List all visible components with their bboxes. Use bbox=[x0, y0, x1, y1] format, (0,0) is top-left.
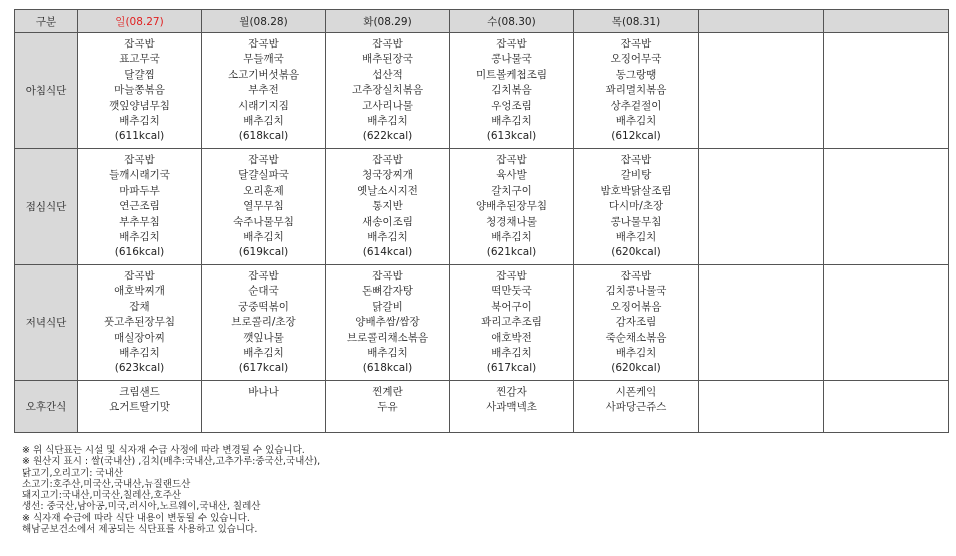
menu-item: 애호박전 bbox=[491, 331, 532, 344]
menu-item-list bbox=[824, 265, 948, 269]
menu-item: 순대국 bbox=[248, 285, 279, 298]
menu-item: 사과맥넥초 bbox=[486, 401, 537, 414]
menu-item: (622kcal) bbox=[362, 130, 413, 143]
row-label-lunch: 점심식단 bbox=[15, 149, 78, 265]
menu-cell bbox=[824, 33, 949, 149]
menu-cell bbox=[824, 265, 949, 381]
meal-row-breakfast bbox=[15, 33, 949, 149]
menu-item: 닭갈비 bbox=[372, 300, 403, 313]
menu-item: (617kcal) bbox=[238, 362, 289, 375]
menu-item: 소고기버섯볶음 bbox=[227, 68, 299, 81]
menu-item: 무들깨국 bbox=[243, 53, 284, 66]
menu-cell bbox=[450, 33, 574, 149]
menu-item: 잡곡밥 bbox=[124, 38, 155, 50]
menu-item: 배추김치 bbox=[243, 115, 284, 128]
menu-item: 배추김치 bbox=[367, 231, 408, 244]
menu-item-list bbox=[450, 149, 573, 261]
menu-item: 잡곡밥 bbox=[620, 154, 652, 166]
menu-item: 풋고추된장무침 bbox=[103, 316, 175, 329]
menu-item: (612kcal) bbox=[611, 130, 661, 143]
menu-item: 김치콩나물국 bbox=[605, 285, 667, 298]
meal-row-lunch bbox=[15, 149, 949, 265]
menu-item-list bbox=[78, 381, 201, 416]
menu-item: 잡곡밥 bbox=[372, 270, 403, 282]
row-label-breakfast: 아침식단 bbox=[15, 33, 78, 149]
menu-cell bbox=[450, 265, 574, 381]
menu-item: (611kcal) bbox=[114, 130, 165, 143]
menu-cell bbox=[574, 149, 699, 265]
menu-cell bbox=[699, 33, 824, 149]
menu-cell bbox=[326, 149, 450, 265]
menu-item-list bbox=[574, 265, 698, 377]
header-day-wed: 수(08.30) bbox=[450, 10, 574, 33]
menu-item-list bbox=[699, 381, 823, 385]
menu-item: 배추김치 bbox=[491, 115, 532, 128]
menu-item: 배추김치 bbox=[119, 231, 160, 244]
menu-item: 배추김치 bbox=[243, 231, 284, 244]
menu-item: 미트볼케첩조림 bbox=[475, 68, 547, 81]
header-day-tue: 화(08.29) bbox=[326, 10, 450, 33]
menu-item: 잡곡밥 bbox=[372, 38, 403, 50]
note-line: 돼지고기:국내산,미국산,칠레산,호주산 bbox=[22, 490, 182, 502]
menu-item: 청국장찌개 bbox=[362, 169, 413, 182]
header-day-mon: 월(08.28) bbox=[202, 10, 326, 33]
menu-item: 찐계란 bbox=[372, 386, 403, 398]
menu-item: 갈비탕 bbox=[620, 169, 652, 182]
menu-item: 양배추쌈/쌈장 bbox=[355, 316, 420, 329]
notes-section bbox=[22, 445, 320, 535]
menu-item-list bbox=[202, 33, 325, 145]
menu-item: 북어구이 bbox=[491, 300, 532, 313]
menu-item: 달걀실파국 bbox=[238, 169, 289, 182]
menu-item: 새송이조림 bbox=[362, 215, 413, 228]
menu-item: 양배추된장무침 bbox=[475, 200, 547, 213]
row-label-snack: 오후간식 bbox=[15, 381, 78, 433]
menu-item-list bbox=[78, 265, 201, 377]
menu-item: 옛날소시지전 bbox=[357, 184, 418, 197]
header-day-thu: 목(08.31) bbox=[574, 10, 699, 33]
menu-item: (617kcal) bbox=[486, 362, 537, 375]
menu-item: (620kcal) bbox=[611, 246, 661, 259]
menu-item: 꽈리고추조림 bbox=[481, 316, 542, 329]
menu-item: (620kcal) bbox=[611, 362, 661, 375]
menu-item: 잡곡밥 bbox=[620, 270, 652, 282]
menu-item-list bbox=[202, 381, 325, 400]
menu-item: 마파두부 bbox=[119, 184, 160, 197]
header-row bbox=[15, 10, 949, 33]
menu-item: 잡곡밥 bbox=[124, 154, 155, 166]
menu-item: 배추김치 bbox=[367, 115, 408, 128]
menu-item: 배추김치 bbox=[119, 347, 160, 360]
menu-item: 고사리나물 bbox=[362, 99, 413, 112]
menu-cell bbox=[202, 265, 326, 381]
meal-row-dinner bbox=[15, 265, 949, 381]
menu-item-list bbox=[202, 149, 325, 261]
menu-item-list bbox=[326, 265, 449, 377]
menu-item: 부추전 bbox=[248, 84, 279, 97]
menu-item: 열무무침 bbox=[243, 200, 284, 213]
menu-item: 배추김치 bbox=[615, 115, 657, 128]
menu-item: 죽순채소볶음 bbox=[605, 331, 667, 344]
menu-item: 배추김치 bbox=[615, 231, 657, 244]
menu-item: 배추김치 bbox=[491, 231, 532, 244]
meal-row-snack bbox=[15, 381, 949, 433]
menu-item-list bbox=[326, 381, 449, 416]
menu-cell bbox=[326, 33, 450, 149]
menu-item: 잡곡밥 bbox=[620, 38, 652, 50]
menu-item: 밤호박닭살조림 bbox=[600, 184, 672, 197]
menu-item: 김치볶음 bbox=[491, 84, 532, 97]
menu-item: 마늘쫑볶음 bbox=[114, 84, 165, 97]
note-line: 생선: 중국산,남아공,미국,러시아,노르웨이,국내산, 칠레산 bbox=[22, 501, 261, 513]
menu-item-list bbox=[699, 33, 823, 37]
menu-item-list bbox=[574, 381, 698, 416]
menu-item: 동그랑땡 bbox=[615, 68, 657, 81]
weekly-menu-table bbox=[14, 9, 949, 433]
menu-item: 궁중떡볶이 bbox=[238, 300, 289, 313]
menu-cell bbox=[450, 381, 574, 433]
menu-item: 배추김치 bbox=[119, 115, 160, 128]
menu-cell bbox=[450, 149, 574, 265]
menu-cell bbox=[699, 381, 824, 433]
menu-item-list bbox=[202, 265, 325, 377]
menu-item: 표고무국 bbox=[119, 53, 160, 66]
menu-item: 크림샌드 bbox=[119, 386, 160, 398]
menu-item: (619kcal) bbox=[238, 246, 289, 259]
menu-item-list bbox=[574, 33, 698, 145]
header-day-sun: 일(08.27) bbox=[78, 10, 202, 33]
menu-item-list bbox=[78, 33, 201, 145]
menu-item-list bbox=[824, 33, 948, 37]
menu-item: 잡곡밥 bbox=[248, 154, 279, 166]
menu-item: 찐감자 bbox=[496, 386, 527, 398]
menu-item-list bbox=[450, 381, 573, 416]
menu-item: 잡곡밥 bbox=[248, 38, 279, 50]
note-line: 닭고기,오리고기: 국내산 bbox=[22, 467, 124, 479]
row-label-dinner: 저녁식단 bbox=[15, 265, 78, 381]
menu-item: 달걀찜 bbox=[124, 68, 155, 81]
menu-item: 콩나물국 bbox=[491, 53, 532, 66]
header-day-empty-1 bbox=[699, 10, 824, 33]
menu-item: 고추장실치볶음 bbox=[351, 84, 423, 97]
note-line: ※ 위 식단표는 시설 및 식자재 수급 사정에 따라 변경될 수 있습니다. bbox=[22, 445, 305, 456]
menu-item-list bbox=[78, 149, 201, 261]
menu-cell bbox=[699, 149, 824, 265]
menu-item: (621kcal) bbox=[486, 246, 537, 259]
menu-item: 배추김치 bbox=[367, 347, 408, 360]
menu-item: 잡곡밥 bbox=[124, 270, 155, 282]
menu-item: 숙주나물무침 bbox=[233, 215, 294, 228]
menu-cell bbox=[574, 265, 699, 381]
menu-cell bbox=[824, 149, 949, 265]
menu-cell bbox=[78, 33, 202, 149]
note-line: ※ 원산지 표시 : 쌀(국내산) ,김치(배추:국내산,고추가루:중국산,국내산), bbox=[22, 456, 321, 468]
menu-item-list bbox=[699, 149, 823, 153]
menu-item: 배추된장국 bbox=[362, 53, 413, 66]
header-day-empty-2 bbox=[824, 10, 949, 33]
menu-item: 배추김치 bbox=[491, 347, 532, 360]
menu-item: 오징어무국 bbox=[610, 53, 662, 66]
menu-item-list bbox=[326, 33, 449, 145]
menu-item: 잡곡밥 bbox=[496, 38, 527, 50]
menu-item-list bbox=[699, 265, 823, 269]
menu-item-list bbox=[574, 149, 698, 261]
menu-cell bbox=[202, 381, 326, 433]
note-line: 해남군보건소에서 제공되는 식단표를 사용하고 있습니다. bbox=[22, 524, 258, 536]
menu-item: 애호박찌개 bbox=[114, 285, 165, 298]
menu-item: 콩나물무침 bbox=[610, 215, 662, 228]
menu-cell bbox=[78, 149, 202, 265]
menu-item: 우엉조림 bbox=[491, 99, 532, 112]
menu-cell bbox=[574, 381, 699, 433]
menu-item: 사파당근쥬스 bbox=[605, 401, 667, 414]
menu-cell bbox=[78, 381, 202, 433]
menu-item-list bbox=[450, 33, 573, 145]
menu-item: (613kcal) bbox=[486, 130, 537, 143]
menu-item-list bbox=[824, 381, 948, 385]
menu-item: 브로콜리채소볶음 bbox=[346, 331, 429, 344]
menu-cell bbox=[326, 381, 450, 433]
menu-item: 연근조림 bbox=[119, 200, 160, 213]
menu-item: 깻잎나물 bbox=[243, 331, 284, 344]
menu-item: 요거트딸기맛 bbox=[109, 401, 170, 414]
menu-item-list bbox=[326, 149, 449, 261]
menu-cell bbox=[202, 149, 326, 265]
menu-item: 오징어볶음 bbox=[610, 300, 662, 313]
menu-cell bbox=[574, 33, 699, 149]
menu-item: 배추김치 bbox=[243, 347, 284, 360]
menu-item: 깻잎양념무침 bbox=[109, 99, 170, 112]
menu-item: 시래기지짐 bbox=[238, 99, 289, 112]
note-line: ※ 식자재 수급에 따라 식단 내용이 변동될 수 있습니다. bbox=[22, 512, 250, 524]
header-label: 구분 bbox=[15, 10, 78, 33]
menu-cell bbox=[824, 381, 949, 433]
menu-item: 들깨시래기국 bbox=[109, 169, 170, 182]
menu-item: 부추무침 bbox=[119, 215, 160, 228]
menu-item: 잡곡밥 bbox=[496, 270, 527, 282]
menu-item: 잡채 bbox=[129, 300, 150, 313]
menu-cell bbox=[326, 265, 450, 381]
menu-item: (614kcal) bbox=[362, 246, 413, 259]
menu-item: 오리훈제 bbox=[243, 184, 284, 197]
menu-item: (618kcal) bbox=[238, 130, 289, 143]
menu-item: 꽈리멸치볶음 bbox=[605, 84, 667, 97]
menu-item: 두유 bbox=[377, 401, 398, 414]
menu-item: 육사발 bbox=[496, 169, 527, 182]
menu-item: 감자조림 bbox=[615, 316, 657, 329]
menu-item: 다시마/초장 bbox=[608, 200, 664, 213]
menu-item: 통지반 bbox=[372, 200, 403, 213]
menu-item: (618kcal) bbox=[362, 362, 413, 375]
menu-cell bbox=[202, 33, 326, 149]
menu-item: 갈치구이 bbox=[491, 184, 532, 197]
menu-item: 바나나 bbox=[248, 386, 279, 398]
menu-cell bbox=[699, 265, 824, 381]
menu-item: 잡곡밥 bbox=[372, 154, 403, 166]
menu-item: 브로콜리/초장 bbox=[231, 316, 296, 329]
menu-item: (616kcal) bbox=[114, 246, 165, 259]
menu-item: 배추김치 bbox=[615, 347, 657, 360]
menu-item: 매실장아찌 bbox=[114, 331, 165, 344]
menu-table-wrapper bbox=[14, 9, 949, 433]
note-line: 소고기:호주산,미국산,국내산,뉴질랜드산 bbox=[22, 478, 191, 490]
menu-item-list bbox=[450, 265, 573, 377]
menu-cell bbox=[78, 265, 202, 381]
menu-item: 상추겉절이 bbox=[610, 99, 662, 112]
menu-item: 섭산적 bbox=[372, 68, 403, 81]
menu-item: (623kcal) bbox=[114, 362, 165, 375]
menu-item-list bbox=[824, 149, 948, 153]
menu-item: 잡곡밥 bbox=[496, 154, 527, 166]
menu-item: 떡만둣국 bbox=[491, 285, 532, 298]
menu-item: 잡곡밥 bbox=[248, 270, 279, 282]
menu-item: 시폰케익 bbox=[615, 386, 657, 398]
menu-item: 청경채나물 bbox=[486, 215, 537, 228]
menu-item: 돈뼈감자탕 bbox=[362, 285, 413, 298]
